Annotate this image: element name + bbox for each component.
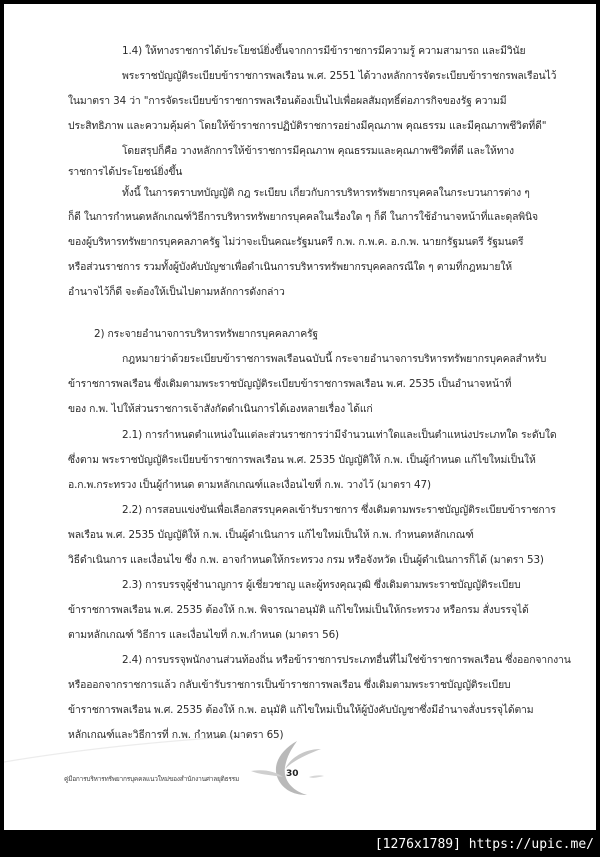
text-line: หลักเกณฑ์และวิธีการที่ ก.พ. กำหนด (มาตรา 65): [68, 729, 284, 741]
text-line: หรือออกจากราชการแล้ว กลับเข้ารับราชการเป็นข้าราชการพลเรือน ซึ่งเดิมตามพระราชบัญญัติระเบียบ: [68, 679, 511, 691]
text-line: กฎหมายว่าด้วยระเบียบข้าราชการพลเรือนฉบับนี้ กระจายอำนาจการบริหารทรัพยากรบุคคลสำหรับ: [122, 353, 547, 365]
text-line: 2) กระจายอำนาจการบริหารทรัพยากรบุคคลภาครัฐ: [94, 328, 319, 340]
page-number: 30: [286, 769, 299, 779]
text-line: ราชการได้ประโยชน์ยิ่งขึ้น: [68, 166, 183, 178]
text-line: ข้าราชการพลเรือน พ.ศ. 2535 ต้องให้ ก.พ. พิจารณาอนุมัติ แก้ไขใหม่เป็นให้กระทรวง หรือกรม สั่งบรรจุได้: [68, 604, 529, 616]
text-line: ก็ดี ในการกำหนดหลักเกณฑ์วิธีการบริหารทรัพยากรบุคคลในเรื่องใด ๆ ก็ดี ในการใช้อำนาจหน้าที่และดุลพินิจ: [68, 211, 538, 223]
text-line: 1.4) ให้ทางราชการได้ประโยชน์ยิ่งขึ้นจากการมีข้าราชการมีความรู้ ความสามารถ และมีวินัย: [122, 45, 526, 57]
text-line: ในมาตรา 34 ว่า "การจัดระเบียบข้าราชการพลเรือนต้องเป็นไปเพื่อผลสัมฤทธิ์ต่อภารกิจของรัฐ ความมี: [68, 95, 507, 107]
text-line: วิธีดำเนินการ และเงื่อนไข ซึ่ง ก.พ. อาจกำหนดให้กระทรวง กรม หรือจังหวัด เป็นผู้ดำเนินการก็ได้ (มาตรา 53): [68, 554, 544, 566]
footer-title: คู่มือการบริหารทรัพยากรบุคคลแนวใหม่ของสำนักงานศาลยุติธรรม: [64, 775, 240, 783]
text-line: ข้าราชการพลเรือน พ.ศ. 2535 ต้องให้ ก.พ. อนุมัติ แก้ไขใหม่เป็นให้ผู้บังคับบัญชาซึ่งมีอำนาจสั่งบรรจุได้ตาม: [68, 704, 534, 716]
watermark-bar: [0, 830, 600, 857]
text-line: ตามหลักเกณฑ์ วิธีการ และเงื่อนไขที่ ก.พ.กำหนด (มาตรา 56): [68, 629, 339, 641]
text-line: พลเรือน พ.ศ. 2535 บัญญัติให้ ก.พ. เป็นผู้ดำเนินการ แก้ไขใหม่เป็นให้ ก.พ. กำหนดหลักเกณฑ์: [68, 529, 474, 541]
text-line: พระราชบัญญัติระเบียบข้าราชการพลเรือน พ.ศ. 2551 ได้วางหลักการจัดระเบียบข้าราชกรพลเรือนไว้: [122, 70, 557, 82]
text-line: 2.4) การบรรจุพนักงานส่วนท้องถิ่น หรือข้าราชการประเภทอื่นที่ไม่ใช่ข้าราชการพลเรือน ซึ่งออกจากงาน: [122, 654, 571, 666]
text-line: หรือส่วนราชการ รวมทั้งผู้บังคับบัญชาเพื่อดำเนินการบริหารทรัพยากรบุคคลกรณีใด ๆ ตามที่กฎหมายให้: [68, 261, 512, 273]
text-line: อ.ก.พ.กระทรวง เป็นผู้กำหนด ตามหลักเกณฑ์และเงื่อนไขที่ ก.พ. วางไว้ (มาตรา 47): [68, 479, 431, 491]
text-line: ซึ่งตาม พระราชบัญญัติระเบียบข้าราชการพลเรือน พ.ศ. 2535 บัญญัติให้ ก.พ. เป็นผู้กำหนด แก้ไขใหม่เป็นให้: [68, 454, 536, 466]
document-page: [4, 4, 596, 830]
text-line: โดยสรุปก็คือ วางหลักการให้ข้าราชการมีคุณภาพ คุณธรรมและคุณภาพชีวิตที่ดี และให้ทาง: [122, 145, 514, 157]
text-line: ข้าราชการพลเรือน ซึ่งเดิมตามพระราชบัญญัติระเบียบข้าราชการพลเรือน พ.ศ. 2535 เป็นอำนาจหน้าที่: [68, 378, 512, 390]
text-line: 2.3) การบรรจุผู้ชำนาญการ ผู้เชี่ยวชาญ และผู้ทรงคุณวุฒิ ซึ่งเดิมตามพระราชบัญญัติระเบียบ: [122, 579, 521, 591]
text-line: ประสิทธิภาพ และความคุ้มค่า โดยให้ข้าราชการปฏิบัติราชการอย่างมีคุณภาพ คุณธรรม และมีคุณภาพชีวิตที่ดี": [68, 120, 547, 132]
text-line: 2.1) การกำหนดตำแหน่งในแต่ละส่วนราชการว่ามีจำนวนเท่าใดและเป็นตำแหน่งประเภทใด ระดับใด: [122, 429, 557, 441]
text-line: ของผู้บริหารทรัพยากรบุคคลภาครัฐ ไม่ว่าจะเป็นคณะรัฐมนตรี ก.พ. ก.พ.ค. อ.ก.พ. นายกรัฐมนตรี รัฐมนตรี: [68, 236, 524, 248]
text-line: ของ ก.พ. ไปให้ส่วนราชการเจ้าสังกัดดำเนินการได้เองหลายเรื่อง ได้แก่: [68, 403, 373, 415]
text-line: อำนาจไว้ก็ดี จะต้องให้เป็นไปตามหลักการดังกล่าว: [68, 286, 285, 298]
text-line: ทั้งนี้ ในการตราบทบัญญัติ กฎ ระเบียบ เกี่ยวกับการบริหารทรัพยากรบุคคลในกระบวนการต่าง ๆ: [122, 187, 530, 199]
text-line: 2.2) การสอบแข่งขันเพื่อเลือกสรรบุคคลเข้ารับราชการ ซึ่งเดิมตามพระราชบัญญัติระเบียบข้าราชการ: [122, 504, 556, 516]
image-size-watermark: [1276x1789] https://upic.me/: [374, 837, 594, 852]
